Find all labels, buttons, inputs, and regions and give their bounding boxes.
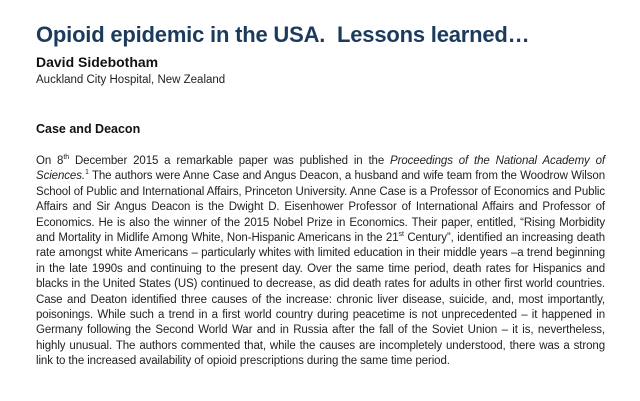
author-name: David Sidebotham xyxy=(36,54,159,70)
author-affiliation: Auckland City Hospital, New Zealand xyxy=(36,74,226,86)
page-title: Opioid epidemic in the USA. Lessons learned… xyxy=(36,22,530,47)
body-paragraph: On 8th December 2015 a remarkable paper was published in the Proceedings of the National Academy of Sciences.$^1$ The authors were Anne Case and Angus Deacon, a husband and wife team from the Woodrow Wilson School of Public and International Affairs, Princeton University. Anne Case is a Professor of Economics and Public Affairs and Sir Angus Deacon is the Dwight D. Eisenhower Professor of International Affairs and Professor of Economics. He is also the winner of the 2015 Nobel Prize in Economics. Their paper, entitled, “Rising Morbidity and Mortality in Midlife Among White, Non-Hispanic Americans in the 21st Century”, identified an increasing death rate amongst white Americans – particularly whites with limited education in their middle years –a trend beginning in the late 1990s and continuing to the present day. Over the same time period, death rates for Hispanics and blacks in the United States (US) continued to decrease, as did death rates for adults in other first world countries. Case and Deaton identified three causes of the increase: chronic liver disease, suicide, and, most importantly, poisonings. While such a trend in a first world country during peacetime is not unprecedented – it happened in Germany following the Second World War and in Russia after the fall of the Soviet Union – it is, nevertheless, highly unusual. The authors commented that, while the causes are incompletely understood, there was a strong link to the increased availability of opioid prescriptions during the same time period. xyxy=(36,153,605,368)
section-heading: Case and Deacon xyxy=(36,122,141,136)
